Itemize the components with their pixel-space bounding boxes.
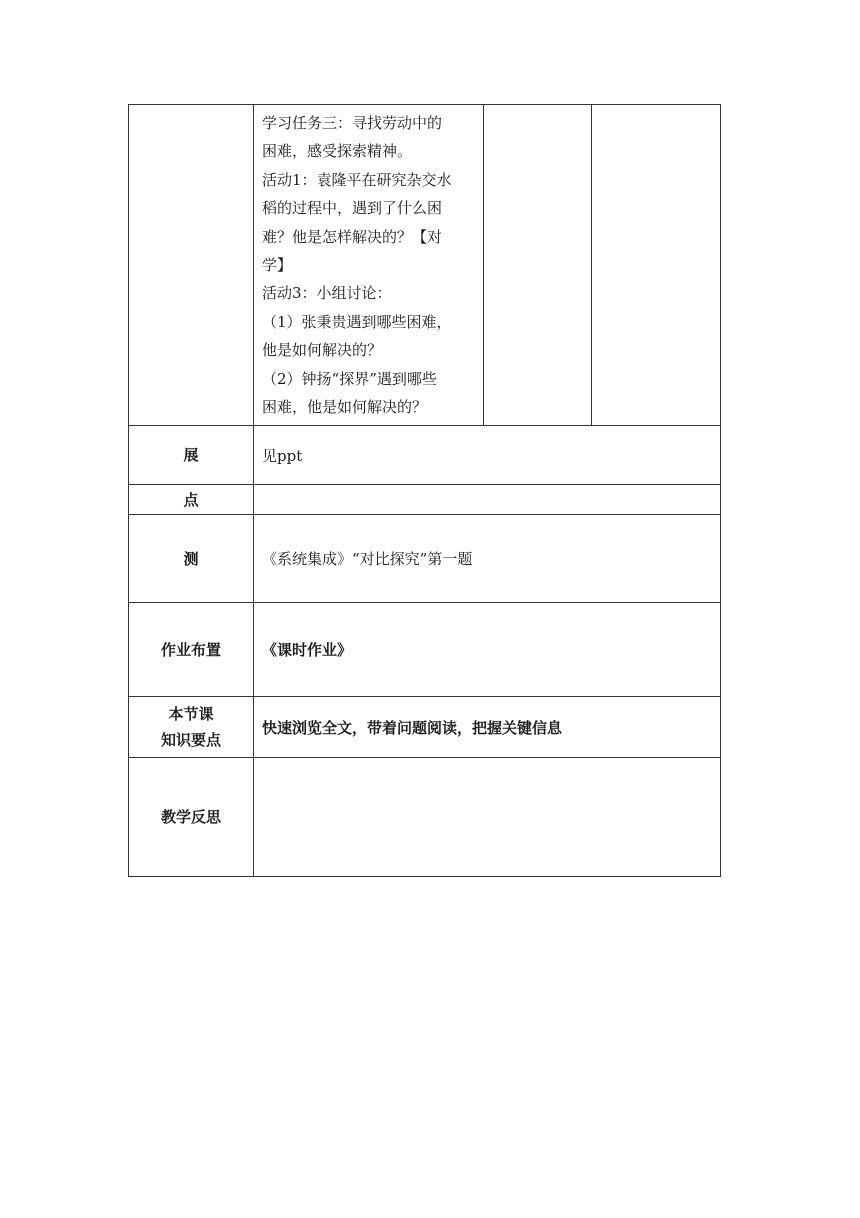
table-row-reflection xyxy=(129,758,721,877)
table-row-key-points xyxy=(129,697,721,758)
label-cell-empty xyxy=(129,105,254,426)
row-label-key-points xyxy=(129,697,254,758)
task-line: 活动3：小组讨论： xyxy=(262,284,392,303)
row-label-zhan: 展 xyxy=(129,426,254,485)
empty-cell-col3 xyxy=(484,105,592,426)
task-line: （1）张秉贵遇到哪些困难， xyxy=(262,312,452,331)
row-content-key-points: 快速浏览全文，带着问题阅读，把握关键信息 xyxy=(254,697,721,758)
row-content-dian xyxy=(254,485,721,515)
row-label-reflection: 教学反思 xyxy=(129,758,254,877)
task-line: 稻的过程中，遇到了什么困 xyxy=(262,199,443,218)
lesson-plan-table xyxy=(128,104,721,877)
table-row-homework xyxy=(129,603,721,697)
task-line: 困难，他是如何解决的？ xyxy=(262,398,428,417)
row-label-ce: 测 xyxy=(129,515,254,603)
row-content-zhan: 见ppt xyxy=(254,426,721,485)
row-content-ce: 《系统集成》“对比探究”第一题 xyxy=(254,515,721,603)
row-content-reflection xyxy=(254,758,721,877)
tasks-cell xyxy=(254,105,484,426)
task-line: 活动1：袁隆平在研究杂交水 xyxy=(262,170,452,189)
task-line: 学习任务三：寻找劳动中的 xyxy=(262,114,443,132)
task-line: 难？他是怎样解决的？【对 xyxy=(262,227,443,246)
table-row-tasks xyxy=(129,105,721,426)
table-row-ce xyxy=(129,515,721,603)
task-line: 学】 xyxy=(262,256,293,275)
label-line: 知识要点 xyxy=(160,731,221,749)
table-row-zhan xyxy=(129,426,721,485)
row-label-dian: 点 xyxy=(129,485,254,515)
task-line: （2）钟扬“探界”遇到哪些 xyxy=(262,369,437,388)
task-line: 他是如何解决的？ xyxy=(262,341,383,360)
row-label-homework: 作业布置 xyxy=(129,603,254,697)
task-line: 困难，感受探索精神。 xyxy=(262,142,413,161)
label-line: 本节课 xyxy=(168,705,214,723)
empty-cell-col4 xyxy=(592,105,721,426)
row-content-homework: 《课时作业》 xyxy=(254,603,721,697)
table-row-dian xyxy=(129,485,721,515)
